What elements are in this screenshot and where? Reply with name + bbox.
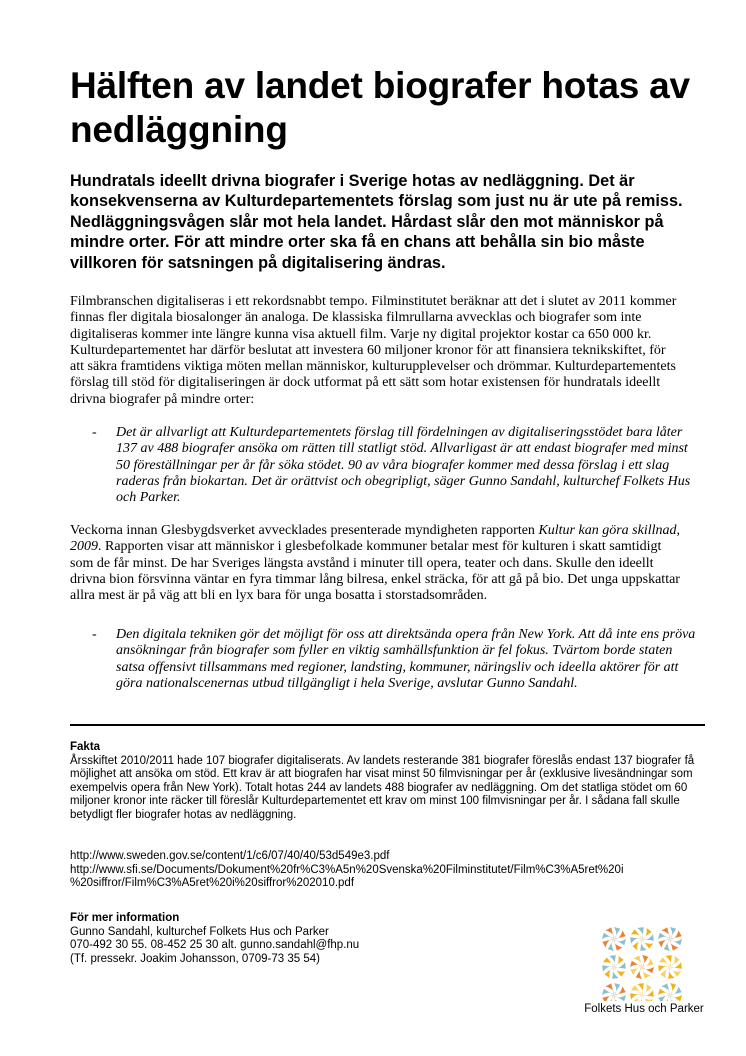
quote-dash: - — [92, 627, 97, 642]
facts-text: Årsskiftet 2010/2011 hade 107 biografer digitaliserats. Av landets resterande 381 biografer föreslås endast 137 biografer få möjlighet att ansöka om stöd. Ett krav är att biografen har visat minst 50 filmvisningar per år (exklusive livesändningar som exempelvis opera från New York). Totalt hotas 244 av landets 488 biografer av nedläggning. Om det statliga stödet om 60 miljoner kronor inte räcker till föreslår Kulturdepartementet ett krav om minst 100 filmvisningar per år. I sådana fall skulle betydligt fler biografer hotas av nedläggning. — [70, 754, 695, 821]
contact-line-2: 070-492 30 55. 08-452 25 30 alt. gunno.sandahl@fhp.nu — [70, 939, 360, 952]
logo-swirl — [630, 927, 654, 951]
source-link-1[interactable]: http://www.sweden.gov.se/content/1/c6/07/40/40/53d549e3.pdf — [70, 850, 390, 862]
ingress: Hundratals ideellt drivna biografer i Sverige hotas av nedläggning. Det är konsekvenserna av Kulturdepartementets förslag som just nu är ute på remiss. Nedläggningsvågen slår mot hela landet. Hårdast slår den mot människor på mindre orter. För att mindre orter ska få en chans att behålla sin bio måste villkoren för satsningen på digitalisering ändras. — [70, 172, 683, 272]
source-link-2-line-2[interactable]: %20siffror/Film%C3%A5ret%20i%20siffror%202010.pdf — [70, 877, 355, 890]
logo-swirl — [658, 927, 682, 951]
logo-swirl — [658, 983, 682, 1001]
logo-swirl — [630, 983, 654, 1001]
logo-name: Folkets Hus och Parker — [584, 1003, 704, 1015]
headline: Hälften av landet biografer hotas av nedläggning — [70, 65, 690, 150]
quote-2 — [92, 627, 702, 692]
logo-swirl — [602, 927, 626, 951]
facts-heading: Fakta — [70, 741, 101, 753]
quote-1 — [92, 425, 702, 506]
body-paragraph-2 — [70, 523, 680, 604]
quote-1-text: Det är allvarligt att Kulturdepartementets förslag till fördelningen av digitaliseringsstödet bara låter 137 av 488 biografer ansöka om rätten till statligt stöd. Allvarligast är att endast biografer med minst 50 föreställningar per år får söka stödet. 90 av våra biografer kommer med dessa förslag i ett slag raderas från biokartan. Det är orättvist och obegripligt, säger Gunno Sandahl, kulturchef Folkets Hus och Parker. — [116, 425, 691, 506]
source-link-2-line-1[interactable]: http://www.sfi.se/Documents/Dokument%20fr%C3%A5n%20Svenska%20Filminstitutet/Film%C3%A5ret%20i — [70, 863, 624, 876]
contact-line-3: (Tf. pressekr. Joakim Johansson, 0709-73 35 54) — [70, 952, 320, 965]
folkets-hus-logo — [598, 925, 690, 1001]
contact-heading: För mer information — [70, 912, 180, 924]
body-paragraph-1: Filmbranschen digitaliseras i ett rekordsnabbt tempo. Filminstitutet beräknar att det i slutet av 2011 kommer finnas fler digitala biosalonger än analoga. De klassiska filmrullarna avvecklas och biografer som inte digitaliseras kommer inte längre kunna visa aktuell film. Varje ny digital projektor kostar ca 650 000 kr. Kulturdepartementet har därför beslutat att investera 60 miljoner kronor för att finansiera teknikskiftet, för att säkra framtidens viktiga möten mellan människor, kulturupplevelser och drömmar. Kulturdepartementets förslag till stöd för digitaliseringen är dock utformat på ett sätt som hotar existensen för hundratals ideellt drivna biografer på mindre orter: — [70, 294, 677, 407]
logo-swirl — [602, 955, 626, 979]
contact-line-1: Gunno Sandahl, kulturchef Folkets Hus och Parker — [70, 925, 329, 938]
body-paragraph-2-end: . Rapporten visar att människor i glesbefolkade kommuner betalar mest för kulturen i skatt samtidigt som de får minst. De har Sveriges längsta avstånd i minuter till opera, teater och dans. Skulle den ideellt drivna bion försvinna väntar en fyra timmar lång bilresa, enkel sträcka, för att gå på bio. Det unga uppskattar allra mest är på väg att bli en lyx bara för unga bosatta i storstadsområden. — [70, 539, 680, 604]
body-paragraph-2-start: Veckorna innan Glesbygdsverket avvecklades presenterade myndigheten rapporten — [70, 523, 539, 538]
quote-dash: - — [92, 425, 97, 440]
facts-box — [70, 741, 700, 823]
contact-info — [70, 912, 500, 966]
report-title: Kultur kan göra skillnad, 2009 — [70, 523, 680, 555]
quote-2-text: Den digitala tekniken gör det möjligt för oss att direktsända opera från New York. Att då inte ens pröva ansökningar från biografer som fyller en viktig samhällsfunktion är fel fokus. Tvärtom borde staten satsa offensivt tillsammans med regioner, landsting, kommuner, näringsliv och ideella aktörer för att göra nationalscenernas utbud tillgängligt i hela Sverige, avslutar Gunno Sandahl. — [116, 627, 696, 691]
logo-swirl — [658, 955, 682, 979]
source-links — [70, 850, 700, 891]
section-divider — [70, 724, 705, 726]
logo-swirl — [602, 983, 626, 1001]
logo-swirl — [630, 955, 654, 979]
